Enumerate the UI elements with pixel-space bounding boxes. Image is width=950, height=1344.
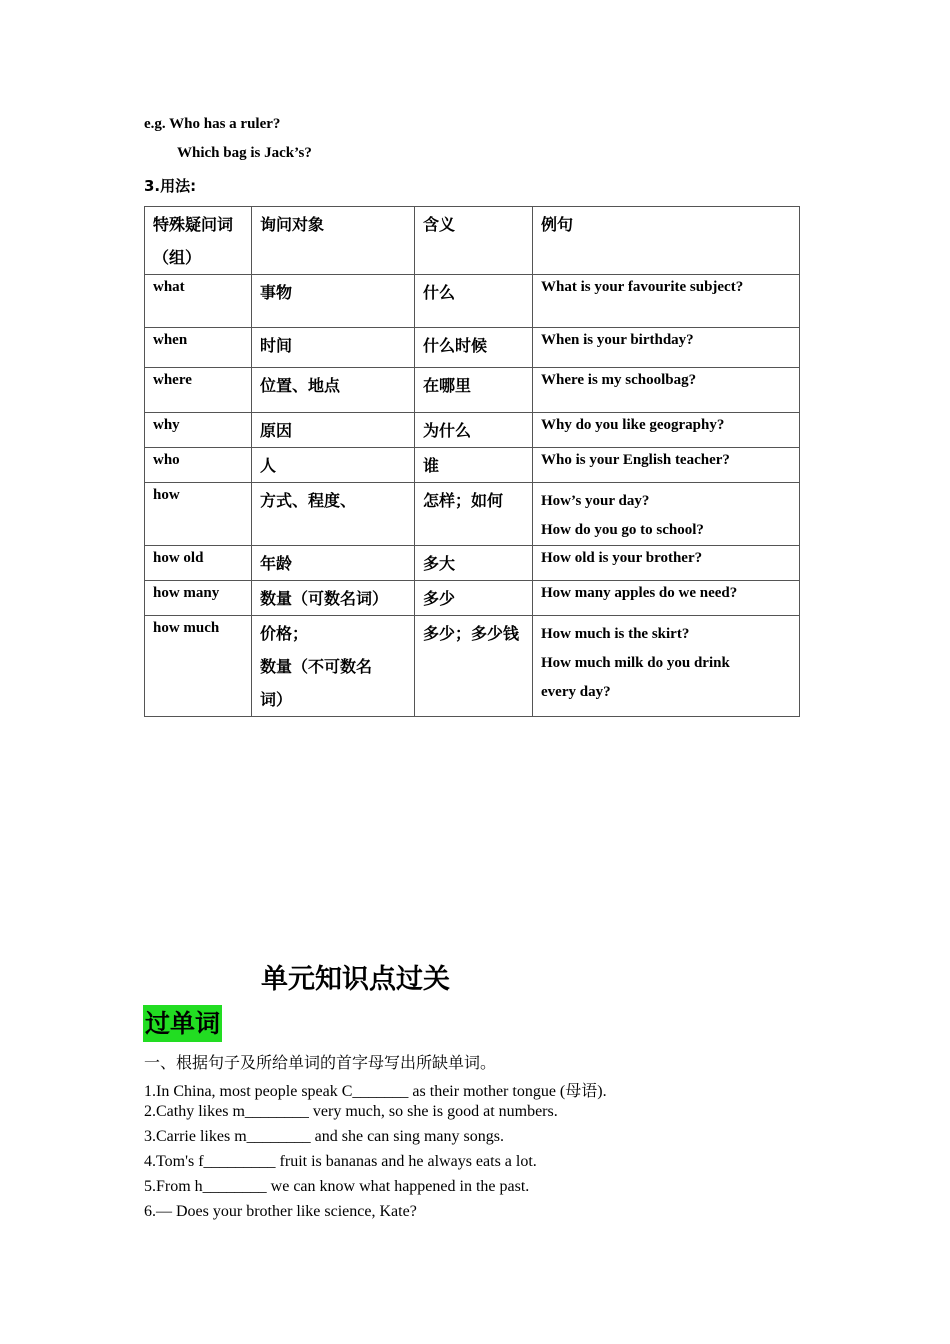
header-question-word: 特殊疑问词 （组） bbox=[145, 207, 252, 275]
row-object: 事物 bbox=[252, 275, 415, 328]
row-object: 方式、程度、 bbox=[252, 483, 415, 546]
table-row bbox=[145, 448, 800, 483]
header-object: 询问对象 bbox=[252, 207, 415, 275]
row-meaning: 为什么 bbox=[415, 413, 533, 448]
row-meaning: 谁 bbox=[415, 448, 533, 483]
row-object: 位置、地点 bbox=[252, 368, 415, 413]
exercise-item: 5.From h________ we can know what happened in the past. bbox=[144, 1178, 530, 1195]
table-row bbox=[145, 546, 800, 581]
row-object: 人 bbox=[252, 448, 415, 483]
row-example: When is your birthday? bbox=[533, 328, 800, 368]
row-word: how many bbox=[145, 581, 252, 616]
exercise-item: 1.In China, most people speak C_______ as their mother tongue (母语). bbox=[144, 1083, 607, 1100]
table-row bbox=[145, 275, 800, 328]
row-word: how much bbox=[145, 616, 252, 717]
table-header-row bbox=[145, 207, 800, 275]
row-example: Who is your English teacher? bbox=[533, 448, 800, 483]
row-word: where bbox=[145, 368, 252, 413]
row-object: 数量（可数名词） bbox=[252, 581, 415, 616]
header-example: 例句 bbox=[533, 207, 800, 275]
row-meaning: 多少 bbox=[415, 581, 533, 616]
highlight-heading: 过单词 bbox=[143, 1005, 222, 1042]
exercise-item: 2.Cathy likes m________ very much, so she is good at numbers. bbox=[144, 1103, 558, 1120]
row-word: what bbox=[145, 275, 252, 328]
exercise-item: 6.— Does your brother like science, Kate? bbox=[144, 1203, 417, 1220]
exercise-item: 4.Tom's f_________ fruit is bananas and he always eats a lot. bbox=[144, 1153, 537, 1170]
row-object: 价格； 数量（不可数名 词） bbox=[252, 616, 415, 717]
row-example: What is your favourite subject? bbox=[533, 275, 800, 328]
row-meaning: 多大 bbox=[415, 546, 533, 581]
table-row bbox=[145, 368, 800, 413]
row-meaning: 什么时候 bbox=[415, 328, 533, 368]
row-meaning: 怎样；如何 bbox=[415, 483, 533, 546]
row-word: when bbox=[145, 328, 252, 368]
row-example: How old is your brother? bbox=[533, 546, 800, 581]
row-example: Why do you like geography? bbox=[533, 413, 800, 448]
row-meaning: 多少；多少钱 bbox=[415, 616, 533, 717]
row-object: 年龄 bbox=[252, 546, 415, 581]
example-line-2: Which bag is Jack’s? bbox=[177, 145, 312, 161]
header-meaning: 含义 bbox=[415, 207, 533, 275]
row-object: 时间 bbox=[252, 328, 415, 368]
question-word-table bbox=[144, 206, 800, 717]
row-meaning: 什么 bbox=[415, 275, 533, 328]
exercise-item: 3.Carrie likes m________ and she can sing many songs. bbox=[144, 1128, 504, 1145]
row-word: how bbox=[145, 483, 252, 546]
row-example: How much is the skirt? How much milk do you drink every day? bbox=[533, 616, 800, 717]
row-meaning: 在哪里 bbox=[415, 368, 533, 413]
example-line-1: e.g. Who has a ruler? bbox=[144, 116, 281, 132]
row-example: Where is my schoolbag? bbox=[533, 368, 800, 413]
table-row bbox=[145, 413, 800, 448]
row-word: who bbox=[145, 448, 252, 483]
section-heading-usage: 3.用法: bbox=[144, 177, 197, 195]
row-word: how old bbox=[145, 546, 252, 581]
row-object: 原因 bbox=[252, 413, 415, 448]
table-row bbox=[145, 483, 800, 546]
table-row bbox=[145, 328, 800, 368]
row-example: How’s your day? How do you go to school? bbox=[533, 483, 800, 546]
unit-title: 单元知识点过关 bbox=[261, 964, 450, 995]
exercise-instruction: 一、根据句子及所给单词的首字母写出所缺单词。 bbox=[144, 1053, 497, 1072]
row-example: How many apples do we need? bbox=[533, 581, 800, 616]
row-word: why bbox=[145, 413, 252, 448]
table-row bbox=[145, 581, 800, 616]
table-row bbox=[145, 616, 800, 717]
